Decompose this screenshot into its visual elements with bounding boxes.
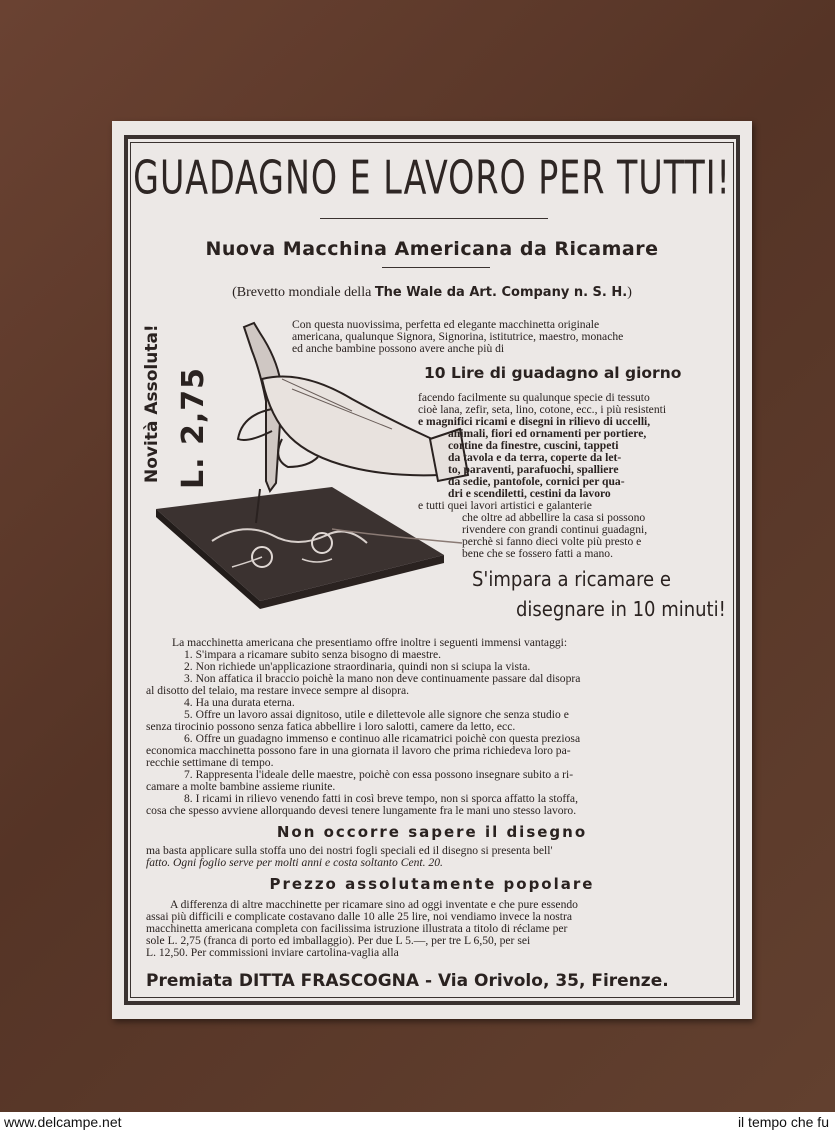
advantage-item: senza tirocinio possono senza fatica abbellire i loro salotti, camere da letto, ecc. [146,720,516,733]
prezzo-line: assai più difficili e complicate costavano dalle 10 alle 25 lire, noi vendiamo invece la nostra [146,910,573,923]
body-line: da sedie, pantofole, cornici per qua- [448,475,625,488]
advantage-item: 8. I ricami in rilievo venendo fatti in così breve tempo, non si sporca affatto la stoffa, [184,792,578,805]
body-line: che oltre ad abbellire la casa si possono [462,511,646,524]
patent-line [112,285,752,301]
company-address: Premiata DITTA FRASCOGNA - Via Orivolo, 35, Firenze. [146,971,669,991]
advantage-item: 4. Ha una durata eterna. [184,696,295,709]
advantage-item: 3. Non affatica il braccio poichè la mano non deve continuamente passare dal disopra [184,672,581,685]
novelty-price: L. 2,75 [176,367,211,489]
heading-prezzo: Prezzo assolutamente popolare [269,875,595,893]
body-line: dri e scendiletti, cestini da lavoro [448,487,611,500]
advantage-item: economica macchinetta possono fare in una giornata il lavoro che prima richiedeva loro pa- [146,744,571,757]
intro-line-2: americana, qualunque Signora, Signorina, istitutrice, maestro, monache [292,330,624,343]
hand-embroidery-machine-icon [152,319,472,609]
patent-suffix: ) [627,285,632,300]
body-line: cioè lana, zefir, seta, lino, cotone, ecc., i più resistenti [418,403,667,416]
watermark-bar [0,1112,835,1132]
advantage-item: cosa che spesso avviene allorquando devesi tenere lungamente fra le mani uno stesso lavoro. [146,804,577,817]
body-line: da tavola e da terra, coperte da let- [448,451,622,464]
title-divider [320,218,548,219]
body-line: bene che se fossero fatti a mano. [462,547,613,560]
advantage-item: al disotto del telaio, ma restare invece sempre al disopra. [146,684,410,697]
patent-prefix: (Brevetto mondiale della [232,285,375,300]
learn-line-1: S'impara a ricamare e [472,567,671,591]
body-line: rivendere con grandi continui guadagni, [462,523,648,536]
novelty-text: Novità Assoluta! [142,324,162,483]
advantage-item: 7. Rappresenta l'ideale delle maestre, poichè con essa possono insegnare subito a ri- [184,768,574,781]
earnings-highlight: 10 Lire di guadagno al giorno [424,364,682,382]
heading-disegno: Non occorre sapere il disegno [276,823,588,841]
advantage-item: 2. Non richiede un'applicazione straordinaria, quindi non si sciupa la vista. [184,660,531,673]
ad-subtitle: Nuova Macchina Americana da Ricamare [205,238,659,260]
advantage-item: camare a molte bambine assieme riunite. [146,780,336,793]
intro-line-3: ed anche bambine possono avere anche più di [292,342,505,355]
body-line: e magnifici ricami e disegni in rilievo di uccelli, [418,415,651,428]
advertisement-page [112,121,752,1019]
advantages-intro: La macchinetta americana che presentiamo offre inoltre i seguenti immensi vantaggi: [172,636,568,649]
patent-company: The Wale da Art. Company n. S. H. [374,285,628,300]
advantage-item: 6. Offre un guadagno immenso e continuo alle ricamatrici poichè con questa preziosa [184,732,581,745]
advantage-item: 1. S'impara a ricamare subito senza bisogno di maestre. [184,648,442,661]
body-line: perchè si fanno dieci volte più presto e [462,535,642,548]
ad-title: GUADAGNO E LAVORO PER TUTTI! [133,151,731,205]
body-line: e tutti quei lavori artistici e galanterie [418,499,592,512]
advantage-item: 5. Offre un lavoro assai dignitoso, utile e dilettevole alle signore che senza studio e [184,708,569,721]
watermark-left: www.delcampe.net [4,1114,122,1130]
body-line: cortine da finestre, cuscini, tappeti [448,439,619,452]
body-line: facendo facilmente su qualunque specie di tessuto [418,391,650,404]
advantage-item: recchie settimane di tempo. [146,756,274,769]
disegno-line: ma basta applicare sulla stoffa uno dei nostri fogli speciali ed il disegno si presenta bell' [146,844,553,857]
disegno-line: fatto. Ogni foglio serve per molti anni e costa soltanto Cent. 20. [146,856,443,869]
watermark-right: il tempo che fu [737,1114,829,1130]
intro-line-1: Con questa nuovissima, perfetta ed elegante macchinetta originale [292,318,600,331]
prezzo-line: A differenza di altre macchinette per ricamare sino ad oggi inventate e che pure essendo [170,898,578,911]
prezzo-line: L. 12,50. Per commissioni inviare cartolina-vaglia alla [146,946,399,959]
prezzo-line: sole L. 2,75 (franca di porto ed imballaggio). Per due L 5.—, per tre L 6,50, per sei [146,934,531,947]
learn-line-2: disegnare in 10 minuti! [516,597,726,621]
subtitle-divider [382,267,490,268]
body-line: animali, fiori ed ornamenti per portiere, [448,427,647,440]
body-line: to, paraventi, parafuochi, spalliere [448,463,619,476]
prezzo-line: macchinetta americana completa con facilissima istruzione illustrata a titolo di réclame per [146,922,568,935]
